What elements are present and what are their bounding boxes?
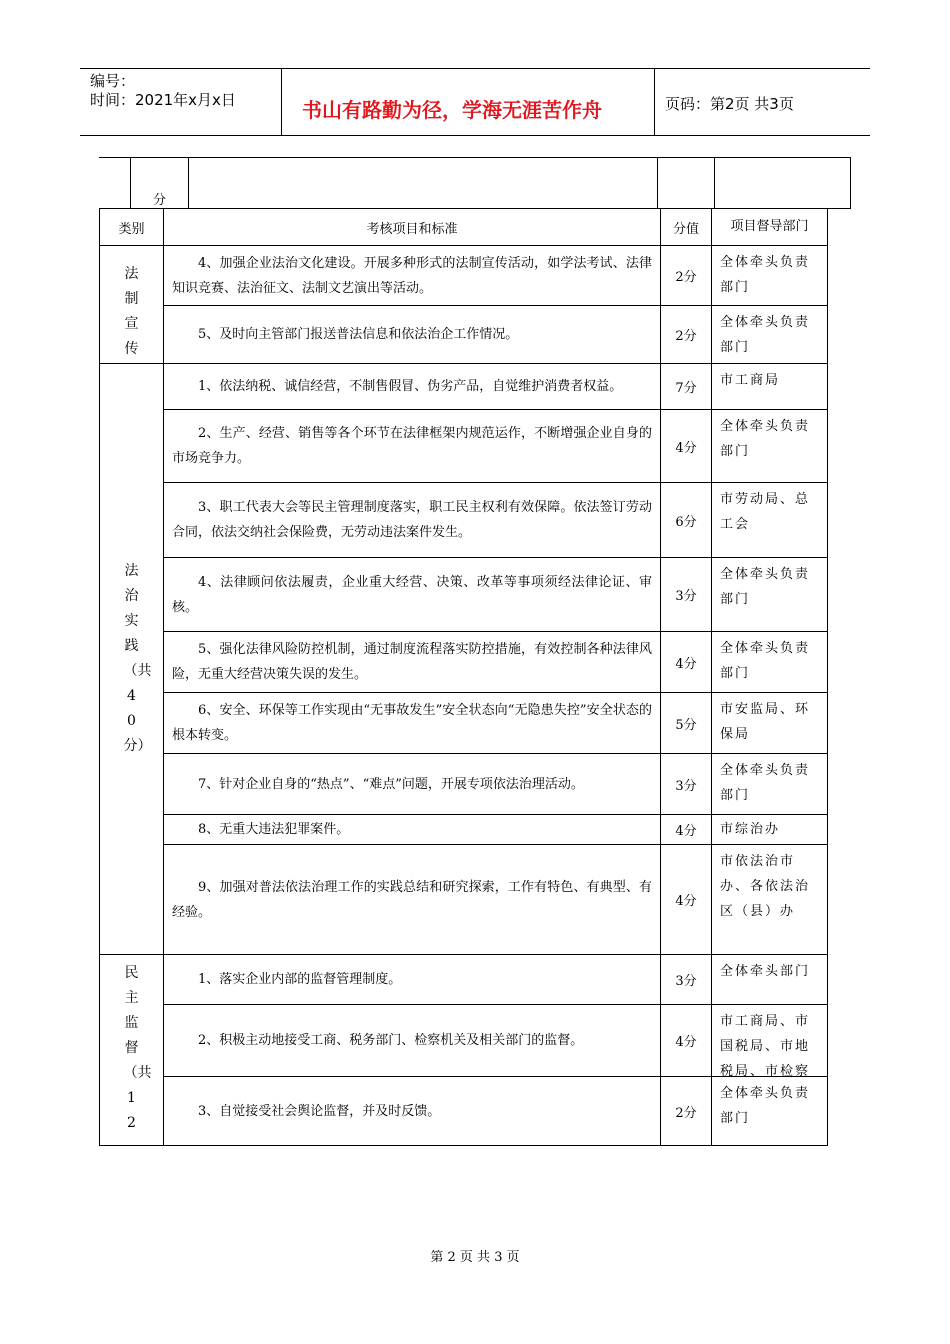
- date-label: 时间：2021年x月x日: [90, 91, 236, 109]
- table-row: [100, 558, 828, 632]
- score-cell: 2分: [661, 1077, 712, 1146]
- table-row: [100, 815, 828, 845]
- fragment-vline-3: [657, 157, 658, 209]
- dept-cell: 市劳动局、总工会: [712, 483, 828, 558]
- fragment-cell-text: 分: [153, 193, 167, 208]
- score-cell: 4分: [661, 410, 712, 483]
- motto: 书山有路勤为径，学海无涯苦作舟: [302, 98, 602, 122]
- score-cell: 3分: [661, 558, 712, 632]
- item-cell: 6、安全、环保等工作实现由“无事故发生”安全状态向“无隐患失控”安全状态的根本转变。: [164, 693, 661, 754]
- table-row: [100, 364, 828, 410]
- item-cell: 1、依法纳税、诚信经营，不制售假冒、伪劣产品，自觉维护消费者权益。: [164, 364, 661, 410]
- item-cell: 1、落实企业内部的监督管理制度。: [164, 955, 661, 1005]
- table-header-row: [100, 209, 828, 246]
- dept-cell: 全体牵头负责部门: [712, 632, 828, 693]
- page-label: 页码：第2页 共3页: [665, 95, 794, 113]
- score-cell: 4分: [661, 845, 712, 955]
- table-row: [100, 693, 828, 754]
- item-cell: 5、强化法律风险防控机制，通过制度流程落实防控措施，有效控制各种法律风险，无重大经营决策失误的发生。: [164, 632, 661, 693]
- table-row: [100, 1005, 828, 1077]
- fragment-vline-4: [714, 157, 715, 209]
- score-cell: 4分: [661, 632, 712, 693]
- item-cell: 4、法律顾问依法履责，企业重大经营、决策、改革等事项须经法律论证、审核。: [164, 558, 661, 632]
- fragment-vline-1: [130, 157, 131, 209]
- header-top-rule: [80, 68, 870, 69]
- score-cell: 2分: [661, 306, 712, 364]
- item-cell: 3、自觉接受社会舆论监督，并及时反馈。: [164, 1077, 661, 1146]
- score-cell: 6分: [661, 483, 712, 558]
- serial-label: 编号：: [90, 72, 136, 90]
- fragment-vline-5: [850, 157, 851, 209]
- fragment-top-rule: [99, 157, 851, 158]
- table-row: [100, 1077, 828, 1146]
- header-item: 考核项目和标准: [164, 209, 661, 246]
- score-cell: 4分: [661, 815, 712, 845]
- item-cell: 9、加强对普法依法治理工作的实践总结和研究探索，工作有特色、有典型、有经验。: [164, 845, 661, 955]
- item-cell: 4、加强企业法治文化建设。开展多种形式的法制宣传活动，如学法考试、法律知识竞赛、法治征文、法制文艺演出等活动。: [164, 246, 661, 306]
- dept-cell: 市综治办: [712, 815, 828, 845]
- category-cell: 法制宣传: [100, 246, 164, 364]
- item-cell: 2、生产、经营、销售等各个环节在法律框架内规范运作，不断增强企业自身的市场竞争力。: [164, 410, 661, 483]
- header-divider-right: [654, 68, 655, 136]
- header-category: 类别: [100, 209, 164, 246]
- dept-cell: 市依法治市办、各依法治区（县）办: [712, 845, 828, 955]
- table-row: [100, 246, 828, 306]
- category-cell: 法治实践（共40分）: [100, 364, 164, 955]
- table-row: [100, 483, 828, 558]
- table-row: [100, 632, 828, 693]
- table-row: [100, 754, 828, 815]
- table-row: [100, 306, 828, 364]
- item-cell: 3、职工代表大会等民主管理制度落实，职工民主权利有效保障。依法签订劳动合同，依法交纳社会保险费，无劳动违法案件发生。: [164, 483, 661, 558]
- header-dept: 项目督导部门: [712, 209, 828, 246]
- header-divider-left: [281, 68, 282, 136]
- dept-cell: 全体牵头部门: [712, 955, 828, 1005]
- dept-cell: 全体牵头负责部门: [712, 754, 828, 815]
- item-cell: 7、针对企业自身的“热点”、“难点”问题，开展专项依法治理活动。: [164, 754, 661, 815]
- dept-cell: 全体牵头负责部门: [712, 306, 828, 364]
- dept-cell: 全体牵头负责部门: [712, 246, 828, 306]
- dept-cell: 市工商局: [712, 364, 828, 410]
- category-cell: 民主监督（共12: [100, 955, 164, 1146]
- table-row: [100, 955, 828, 1005]
- header-score: 分值: [661, 209, 712, 246]
- dept-cell: 全体牵头负责部门: [712, 410, 828, 483]
- table-row: [100, 845, 828, 955]
- score-cell: 3分: [661, 955, 712, 1005]
- item-cell: 8、无重大违法犯罪案件。: [164, 815, 661, 845]
- score-cell: 2分: [661, 246, 712, 306]
- dept-cell: 市安监局、环保局: [712, 693, 828, 754]
- table-row: [100, 410, 828, 483]
- score-cell: 7分: [661, 364, 712, 410]
- assessment-table: [99, 208, 828, 1146]
- score-cell: 4分: [661, 1005, 712, 1077]
- item-cell: 5、及时向主管部门报送普法信息和依法治企工作情况。: [164, 306, 661, 364]
- dept-cell: 全体牵头负责部门: [712, 1077, 828, 1146]
- header-bottom-rule: [80, 135, 870, 136]
- score-cell: 5分: [661, 693, 712, 754]
- page-footer: 第 2 页 共 3 页: [430, 1250, 520, 1265]
- score-cell: 3分: [661, 754, 712, 815]
- item-cell: 2、积极主动地接受工商、税务部门、检察机关及相关部门的监督。: [164, 1005, 661, 1077]
- dept-cell: 市工商局、市国税局、市地税局、市检察: [712, 1005, 828, 1077]
- dept-cell: 全体牵头负责部门: [712, 558, 828, 632]
- fragment-vline-2: [188, 157, 189, 209]
